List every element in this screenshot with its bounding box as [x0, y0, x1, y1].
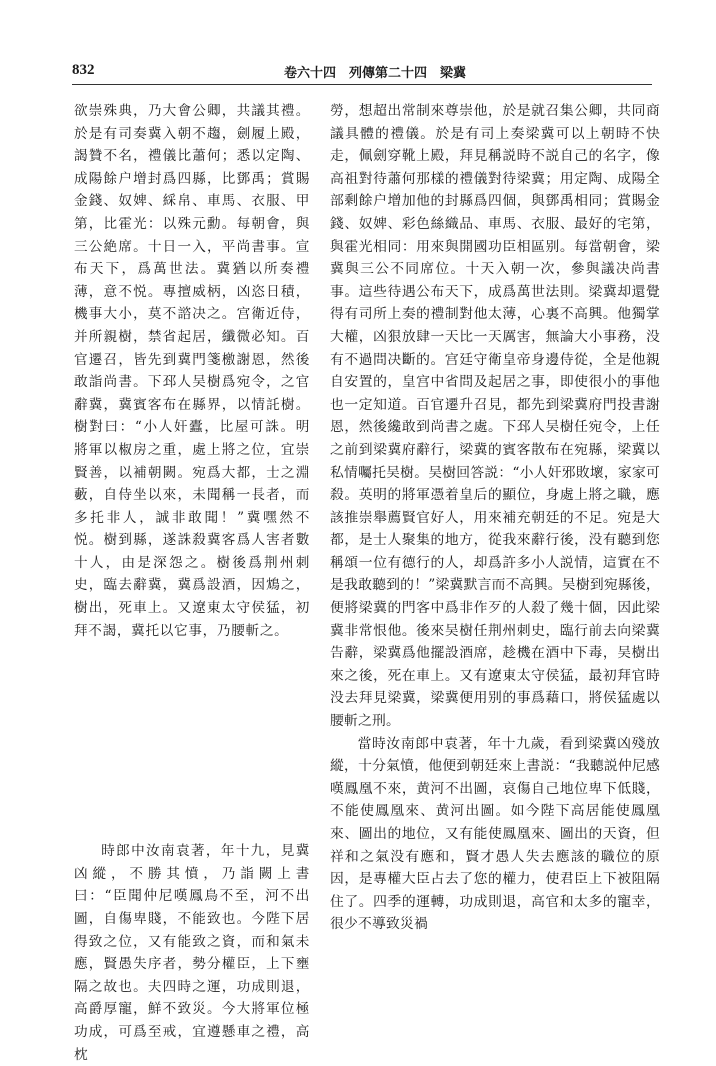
header-rule — [72, 84, 652, 85]
left-paragraph-2: 時郎中汝南袁著，年十九，見冀凶縱，不勝其憤，乃詣闕上書曰：“臣聞仲尼嘆鳳鳥不至，河不出圖，自傷卑賤，不能致也。今陛下居得致之位，又有能致之資，而和氣未應，賢愚失序者，勢分權臣，上下壅隔之故也。夫四時之運，功成則退，高爵厚寵，鮮不致災。今大將軍位極功成，可爲至戒，宜遵懸車之禮，高枕 — [74, 843, 310, 1063]
left-paragraph-1: 欲崇殊典，乃大會公卿，共議其禮。於是有司奏冀入朝不趨，劍履上殿，謁贊不名，禮儀比蕭何；悉以定陶、成陽餘户增封爲四縣，比鄧禹；賞賜金錢、奴婢、綵帛、車馬、衣服、甲第，比霍光：以殊元勳。每朝會，與三公絶席。十日一入，平尚書事。宣布天下，爲萬世法。冀猶以所奏禮薄，意不悦。專擅威柄，凶恣日積，機事大小，莫不諮决之。宫衛近侍，并所親樹，禁省起居，纖微必知。百官遷召，皆先到冀門箋檄謝恩，然後敢詣尚書。下邳人吴樹爲宛令，之官辭冀，冀賓客布在縣界，以情託樹。樹對曰：“小人奸蠹，比屋可誅。明將軍以椒房之重，處上將之位，宜崇賢善，以補朝闕。宛爲大都，士之淵藪，自侍坐以來，未聞稱一長者，而多托非人，誠非敢聞！”冀嘿然不悦。樹到縣，遂誅殺冀客爲人害者數十人，由是深怨之。樹後爲荆州刺史，臨去辭冀，冀爲設酒，因鴆之，樹出，死車上。又遼東太守侯猛，初拜不謁，冀托以它事，乃腰斬之。 — [74, 103, 310, 639]
running-head: 卷六十四 列傳第二十四 梁冀 — [284, 66, 467, 81]
right-column-translation — [330, 100, 660, 936]
right-paragraph-1: 勞，想超出常制來尊崇他，於是就召集公卿，共同商議具體的禮儀。於是有司上奏梁冀可以上朝時不快走，佩劍穿靴上殿，拜見稱説時不説自己的名字，像高祖對待蕭何那樣的禮儀對待梁冀；用定陶、成陽全部剩餘户增加他的封縣爲四個，與鄧禹相同；賞賜金錢、奴婢、彩色絲織品、車馬、衣服、最好的宅第，與霍光相同：用來與開國功臣相區别。每當朝會，梁冀與三公不同席位。十天入朝一次，參與議决尚書事。這些待遇公布天下，成爲萬世法則。梁冀却還覺得有司所上奏的禮制對他太薄，心裏不高興。他獨掌大權，凶狠放肆一天比一天厲害，無論大小事務，没有不過問决斷的。宫廷守衛皇帝身邊侍從，全是他親自安置的，皇宫中省問及起居之事，即使很小的事他也一定知道。百官遷升召見，都先到梁冀府門投書謝恩，然後纔敢到尚書之處。下邳人吴樹任宛令，上任之前到梁冀府辭行，梁冀的賓客散布在宛縣，梁冀以私情囑托吴樹。吴樹回答説：“小人奸邪敗壞，家家可殺。英明的將軍憑着皇后的顯位，身處上將之職，應該推崇舉薦賢官好人，用來補充朝廷的不足。宛是大都，是士人聚集的地方，從我來辭行後，没有聽到您稱頌一位有德行的人，却爲許多小人説情，這實在不是我敢聽到的！”梁冀默言而不高興。吴樹到宛縣後，便將梁冀的門客中爲非作歹的人殺了幾十個，因此梁冀非常恨他。後來吴樹任荆州刺史，臨行前去向梁冀告辭，梁冀爲他擺設酒席，趁機在酒中下毒，吴樹出來之後，死在車上。又有遼東太守侯猛，最初拜官時没去拜見梁冀，梁冀便用别的事爲藉口，將侯猛處以腰斬之刑。 — [330, 103, 660, 730]
left-column-classical-text — [74, 100, 310, 1066]
page-header — [72, 58, 652, 82]
right-paragraph-2: 當時汝南郎中袁著，年十九歲，看到梁冀凶殘放縱，十分氣憤，他便到朝廷來上書説：“我聽説仲尼感嘆鳳凰不來，黄河不出圖，哀傷自己地位卑下低賤，不能使鳳凰來、黄河出圖。如今陛下高居能使鳳凰來、圖出的地位，又有能使鳳凰來、圖出的天資，但祥和之氣没有應和，賢才愚人失去應該的職位的原因，是專權大臣占去了您的權力，使君臣上下被阻隔住了。四季的運轉，功成則退，高官和太多的寵幸，很少不導致災禍 — [330, 735, 660, 933]
page-number: 832 — [72, 62, 95, 78]
